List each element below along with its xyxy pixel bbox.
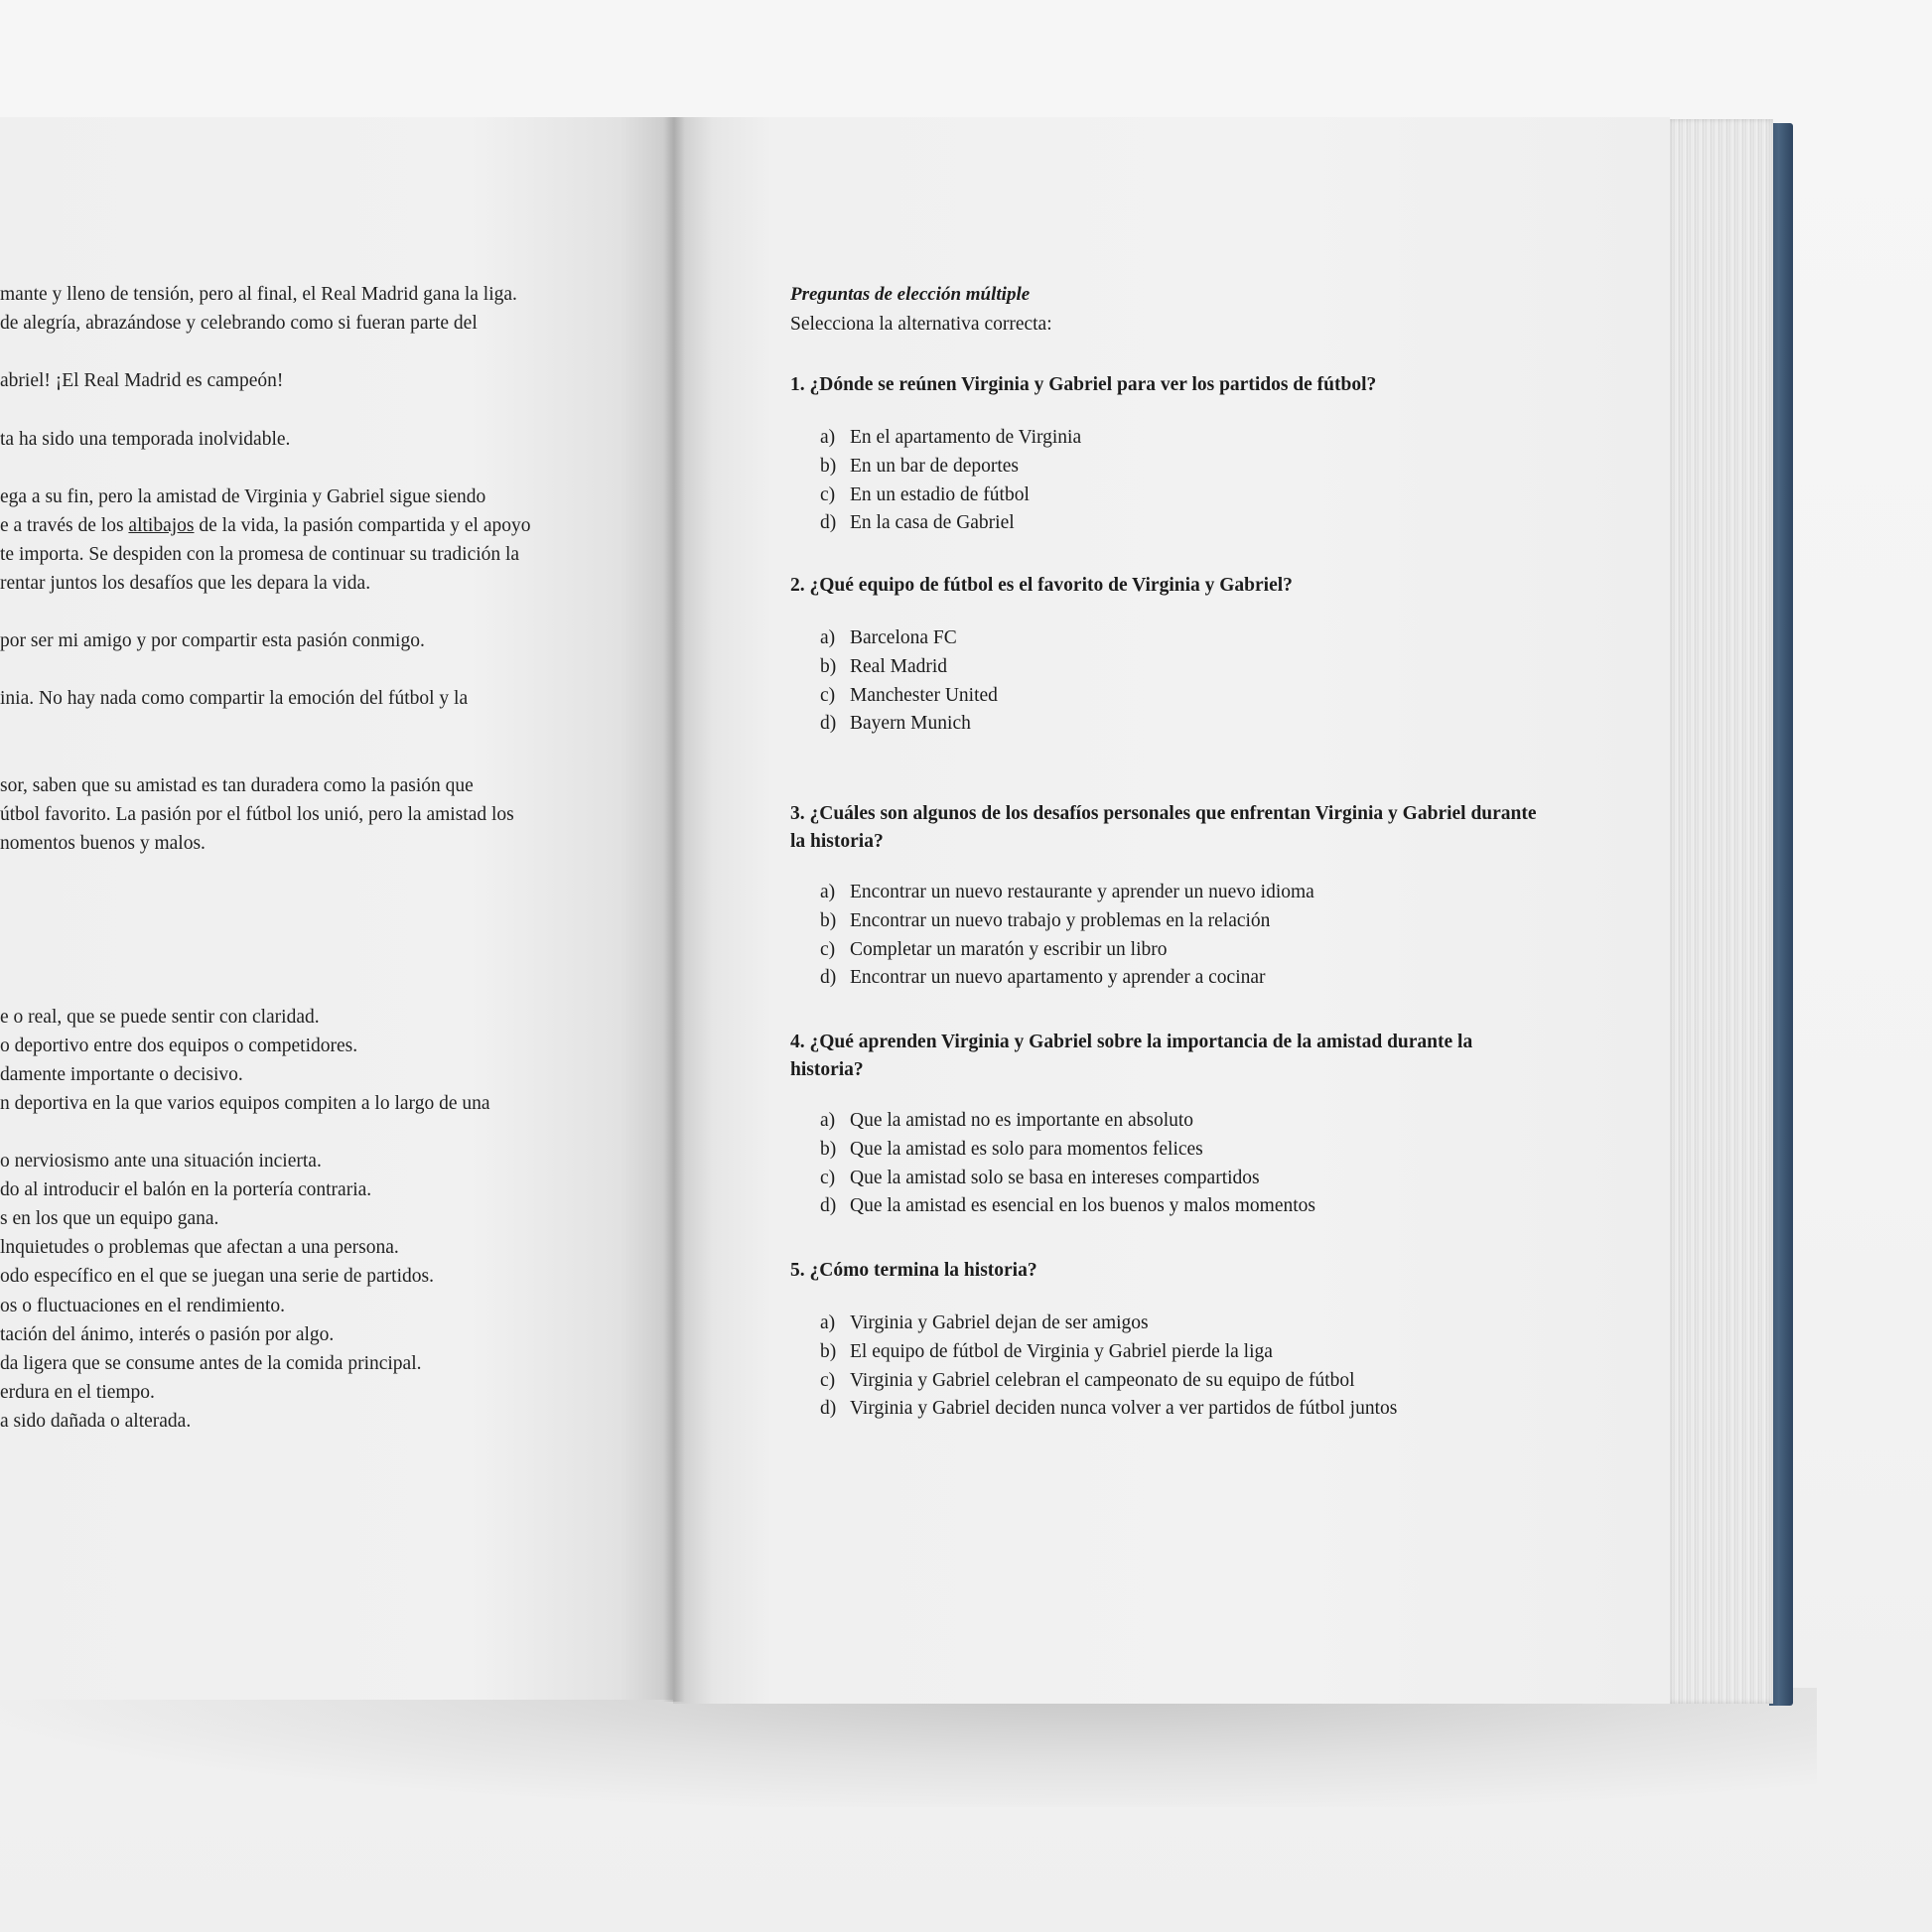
option-text: Que la amistad es esencial en los buenos y malos momentos bbox=[850, 1195, 1315, 1217]
option-letter: b) bbox=[820, 455, 837, 477]
option-letter: c) bbox=[820, 483, 836, 505]
question-title: 4. ¿Qué aprenden Virginia y Gabriel sobre la importancia de la amistad durante la historia? bbox=[790, 1032, 1473, 1080]
left-text-line: erdura en el tiempo. bbox=[0, 1381, 155, 1403]
left-text-line: útbol favorito. La pasión por el fútbol los unió, pero la amistad los bbox=[0, 803, 514, 825]
option-text: Manchester United bbox=[850, 684, 998, 706]
question-title: 2. ¿Qué equipo de fútbol es el favorito de Virginia y Gabriel? bbox=[790, 575, 1293, 596]
left-text-line: os o fluctuaciones en el rendimiento. bbox=[0, 1295, 285, 1316]
text-segment: e a través de los bbox=[0, 514, 129, 536]
answer-option bbox=[820, 685, 998, 707]
answer-option bbox=[820, 427, 1081, 449]
answer-option bbox=[820, 1341, 1273, 1363]
option-text: Virginia y Gabriel deciden nunca volver a ver partidos de fútbol juntos bbox=[850, 1398, 1398, 1420]
left-text-line: mante y lleno de tensión, pero al final, el Real Madrid gana la liga. bbox=[0, 284, 517, 305]
option-letter: d) bbox=[820, 1195, 837, 1217]
option-letter: d) bbox=[820, 1398, 837, 1420]
page-stack-edge bbox=[1668, 119, 1773, 1704]
option-text: Que la amistad solo se basa en intereses compartidos bbox=[850, 1167, 1260, 1188]
option-text: Encontrar un nuevo trabajo y problemas en la relación bbox=[850, 909, 1271, 931]
instruction-text: Selecciona la alternativa correcta: bbox=[790, 314, 1052, 335]
left-text-line: da ligera que se consume antes de la comida principal. bbox=[0, 1352, 422, 1374]
left-text-line: e o real, que se puede sentir con claridad. bbox=[0, 1006, 320, 1028]
answer-option bbox=[820, 1312, 1149, 1334]
option-text: Bayern Munich bbox=[850, 713, 971, 735]
option-text: En un bar de deportes bbox=[850, 455, 1020, 477]
left-page-text bbox=[0, 117, 673, 1700]
answer-option bbox=[820, 1398, 1397, 1420]
option-text: Encontrar un nuevo apartamento y aprender a cocinar bbox=[850, 967, 1266, 989]
left-text-line: inia. No hay nada como compartir la emoción del fútbol y la bbox=[0, 688, 469, 710]
left-text-line: tación del ánimo, interés o pasión por algo. bbox=[0, 1323, 335, 1345]
option-letter: b) bbox=[820, 1138, 837, 1160]
option-letter: c) bbox=[820, 1369, 836, 1391]
option-text: Real Madrid bbox=[850, 655, 948, 677]
option-text: En el apartamento de Virginia bbox=[850, 427, 1082, 448]
left-text-line: s en los que un equipo gana. bbox=[0, 1208, 219, 1230]
answer-option bbox=[820, 1168, 1260, 1189]
book-shadow bbox=[0, 1688, 1817, 1807]
left-text-line: de alegría, abrazándose y celebrando como si fueran parte del bbox=[0, 313, 478, 335]
option-text: Completar un maratón y escribir un libro bbox=[850, 938, 1168, 960]
option-letter: b) bbox=[820, 1340, 837, 1362]
left-text-line: odo específico en el que se juegan una serie de partidos. bbox=[0, 1266, 434, 1288]
answer-option bbox=[820, 910, 1270, 932]
option-letter: c) bbox=[820, 684, 836, 706]
left-text-line: lnquietudes o problemas que afectan a una persona. bbox=[0, 1237, 399, 1259]
answer-option bbox=[820, 484, 1030, 506]
option-letter: b) bbox=[820, 655, 837, 677]
left-text-line: por ser mi amigo y por compartir esta pasión conmigo. bbox=[0, 630, 425, 652]
option-letter: b) bbox=[820, 909, 837, 931]
answer-option bbox=[820, 656, 947, 678]
option-letter: d) bbox=[820, 713, 837, 735]
option-text: El equipo de fútbol de Virginia y Gabriel pierde la liga bbox=[850, 1340, 1273, 1362]
left-text-line: sor, saben que su amistad es tan duradera como la pasión que bbox=[0, 774, 474, 796]
answer-option bbox=[820, 1195, 1315, 1217]
answer-option bbox=[820, 627, 957, 649]
option-text: En la casa de Gabriel bbox=[850, 512, 1015, 534]
option-text: Virginia y Gabriel dejan de ser amigos bbox=[850, 1312, 1149, 1333]
answer-option bbox=[820, 967, 1266, 989]
option-text: Que la amistad es solo para momentos felices bbox=[850, 1138, 1203, 1160]
left-text-line: abriel! ¡El Real Madrid es campeón! bbox=[0, 370, 284, 392]
option-letter: a) bbox=[820, 1110, 836, 1131]
text-segment: de la vida, la pasión compartida y el apoyo bbox=[194, 514, 531, 536]
underlined-word: altibajos bbox=[128, 514, 195, 536]
left-text-line: ega a su fin, pero la amistad de Virginia y Gabriel sigue siendo bbox=[0, 485, 486, 507]
question-title: 1. ¿Dónde se reúnen Virginia y Gabriel para ver los partidos de fútbol? bbox=[790, 374, 1377, 395]
option-text: Virginia y Gabriel celebran el campeonato de su equipo de fútbol bbox=[850, 1369, 1355, 1391]
option-letter: d) bbox=[820, 512, 837, 534]
left-text-line: ta ha sido una temporada inolvidable. bbox=[0, 428, 291, 450]
option-text: Barcelona FC bbox=[850, 627, 957, 648]
option-letter: a) bbox=[820, 627, 836, 648]
left-text-line: damente importante o decisivo. bbox=[0, 1063, 243, 1085]
option-letter: a) bbox=[820, 882, 836, 902]
left-text-line bbox=[0, 511, 530, 540]
book-gutter bbox=[663, 117, 685, 1702]
question-title: 5. ¿Cómo termina la historia? bbox=[790, 1260, 1037, 1281]
left-text-line: rentar juntos los desafíos que les depara la vida. bbox=[0, 573, 371, 594]
left-text-line: o nerviosismo ante una situación incierta. bbox=[0, 1151, 322, 1172]
answer-option bbox=[820, 713, 971, 735]
left-text-line: nomentos buenos y malos. bbox=[0, 832, 206, 854]
right-page bbox=[673, 117, 1670, 1704]
answer-option bbox=[820, 456, 1019, 478]
left-text-line: te importa. Se despiden con la promesa de continuar su tradición la bbox=[0, 543, 520, 565]
left-page bbox=[0, 117, 673, 1700]
answer-option bbox=[820, 1139, 1203, 1161]
left-text-line: do al introducir el balón en la portería contraria. bbox=[0, 1179, 372, 1201]
answer-option bbox=[820, 1370, 1355, 1392]
option-text: Que la amistad no es importante en absoluto bbox=[850, 1110, 1194, 1131]
option-letter: c) bbox=[820, 1167, 836, 1188]
option-letter: c) bbox=[820, 938, 836, 960]
question-title: 3. ¿Cuáles son algunos de los desafíos personales que enfrentan Virginia y Gabriel durante la historia? bbox=[790, 803, 1537, 852]
answer-option bbox=[820, 1110, 1193, 1132]
answer-option bbox=[820, 512, 1015, 534]
left-text-line: a sido dañada o alterada. bbox=[0, 1410, 192, 1432]
left-text-line: n deportiva en la que varios equipos compiten a lo largo de una bbox=[0, 1092, 490, 1114]
option-letter: a) bbox=[820, 1312, 836, 1333]
answer-option bbox=[820, 939, 1168, 961]
option-text: En un estadio de fútbol bbox=[850, 483, 1030, 505]
answer-option bbox=[820, 882, 1314, 903]
section-heading: Preguntas de elección múltiple bbox=[790, 284, 1031, 305]
option-text: Encontrar un nuevo restaurante y aprender un nuevo idioma bbox=[850, 882, 1314, 902]
option-letter: a) bbox=[820, 427, 836, 448]
left-text-line: o deportivo entre dos equipos o competidores. bbox=[0, 1035, 358, 1056]
option-letter: d) bbox=[820, 967, 837, 989]
